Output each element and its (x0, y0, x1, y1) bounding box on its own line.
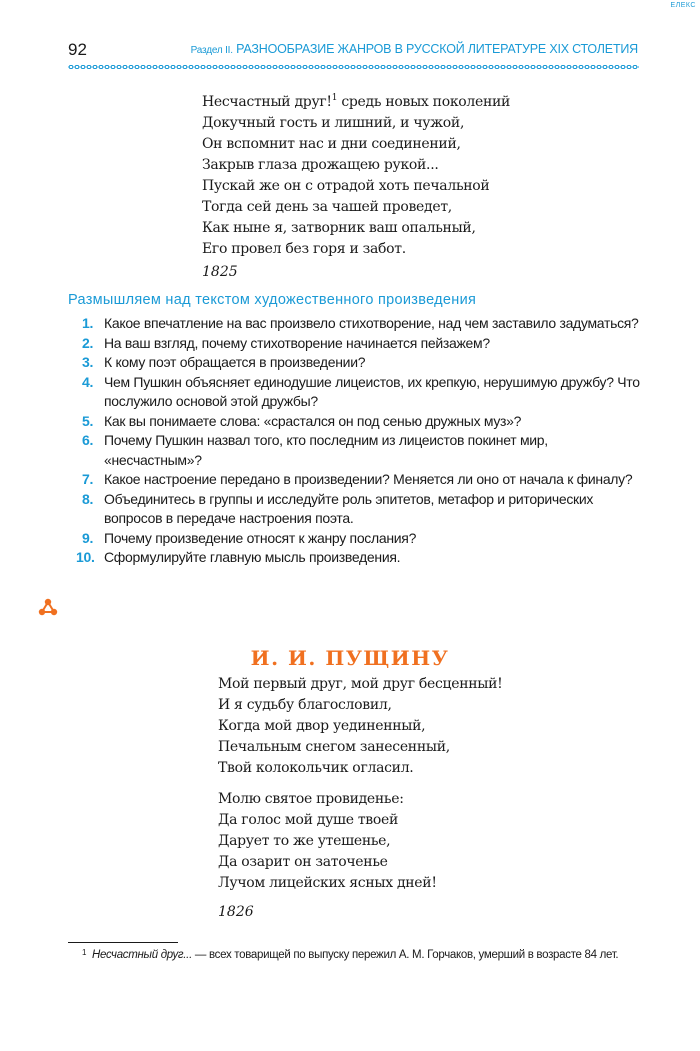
question-item: 8. Объединитесь в группы и исследуйте роль эпитетов, метафор и риторических вопросов в передаче настроения поэта. (82, 490, 594, 526)
poem-year: 1826 (218, 904, 254, 920)
poem-line: Лучом лицейских ясных дней! (218, 875, 437, 891)
poem-line: Когда мой двор уединенный, (218, 718, 426, 734)
poem-line: Как ныне я, затворник ваш опальный, (202, 220, 476, 236)
poem-title: И. И. ПУЩИНУ (250, 646, 450, 670)
poem-line: Дарует то же утешенье, (218, 833, 391, 849)
footnote-text: — всех товарищей по выпуску пережил А. М. Горчаков, умерший в возрасте 84 лет. (191, 949, 619, 961)
poem-line: Да озарит он заточенье (218, 854, 388, 870)
question-item: 9. Почему произведение относят к жанру послания? (82, 529, 417, 546)
question-item: 10. Сформулируйте главную мысль произведения. (76, 549, 401, 565)
section-prefix: Раздел II. (190, 45, 233, 56)
poem-line: Да голос мой душе твоей (218, 812, 399, 828)
footnote-term: Несчастный друг... (92, 949, 192, 961)
poem-excerpt (202, 92, 510, 260)
poem-line: Молю святое провиденье: (218, 791, 404, 807)
poem-year: 1825 (202, 264, 238, 280)
question-item: 6. Почему Пушкин назвал того, кто последним из лицеистов покинет мир, «несчастным»? (82, 432, 548, 468)
footnote-mark: 1 (82, 948, 87, 957)
page-number: 92 (68, 40, 87, 59)
poem-line: Твой колокольчик огласил. (218, 760, 414, 776)
footnote-mark: 1 (331, 93, 338, 103)
question-item: 1. Какое впечатление на вас произвело стихотворение, над чем заставило задуматься? (82, 315, 639, 331)
group-work-icon (38, 598, 58, 616)
questions-list (76, 314, 642, 568)
footnote (82, 947, 640, 963)
question-item: 7. Какое настроение передано в произведении? Меняется ли оно от начала к финалу? (82, 471, 633, 487)
questions-heading: Размышляем над текстом художественного произведения (68, 292, 477, 308)
poem-line: Докучный гость и лишний, и чужой, (202, 115, 465, 131)
poem-stanza (218, 789, 503, 894)
header-ornament (68, 63, 639, 71)
section-title: РАЗНООБРАЗИЕ ЖАНРОВ В РУССКОЙ ЛИТЕРАТУРЕ XIX СТОЛЕТИЯ (236, 42, 638, 56)
poem-line: Пускай же он с отрадой хоть печальной (202, 178, 490, 194)
poem-line: Печальным снегом занесенный, (218, 739, 450, 755)
poem-line: Закрыв глаза дрожащею рукой... (202, 157, 439, 173)
poem-line: Он вспомнит нас и дни соединений, (202, 136, 461, 152)
poem-line: Несчастный друг!$^1$ средь новых поколений (202, 93, 511, 110)
poem-line: Мой первый друг, мой друг бесценный! (218, 676, 503, 692)
poem-line: Тогда сей день за чашей проведет, (202, 199, 452, 215)
question-item: 2. На ваш взгляд, почему стихотворение начинается пейзажем? (82, 334, 490, 351)
running-head (144, 42, 638, 56)
poem-line: И я судьбу благословил, (218, 697, 392, 713)
footnote-rule (68, 942, 178, 943)
question-item: 5. Как вы понимаете слова: «срастался он под сенью дружных муз»? (82, 412, 522, 429)
poem-pushchinu (218, 674, 503, 904)
question-item: 4. Чем Пушкин объясняет единодушие лицеистов, их крепкую, нерушимую дружбу? Что послужило основой этой дружбы? (82, 373, 640, 409)
corner-mark: ЕЛЕКС (670, 2, 696, 9)
poem-stanza (218, 674, 503, 779)
poem-line: Его провел без горя и забот. (202, 241, 406, 257)
question-item: 3. К кому поэт обращается в произведении? (82, 354, 366, 370)
